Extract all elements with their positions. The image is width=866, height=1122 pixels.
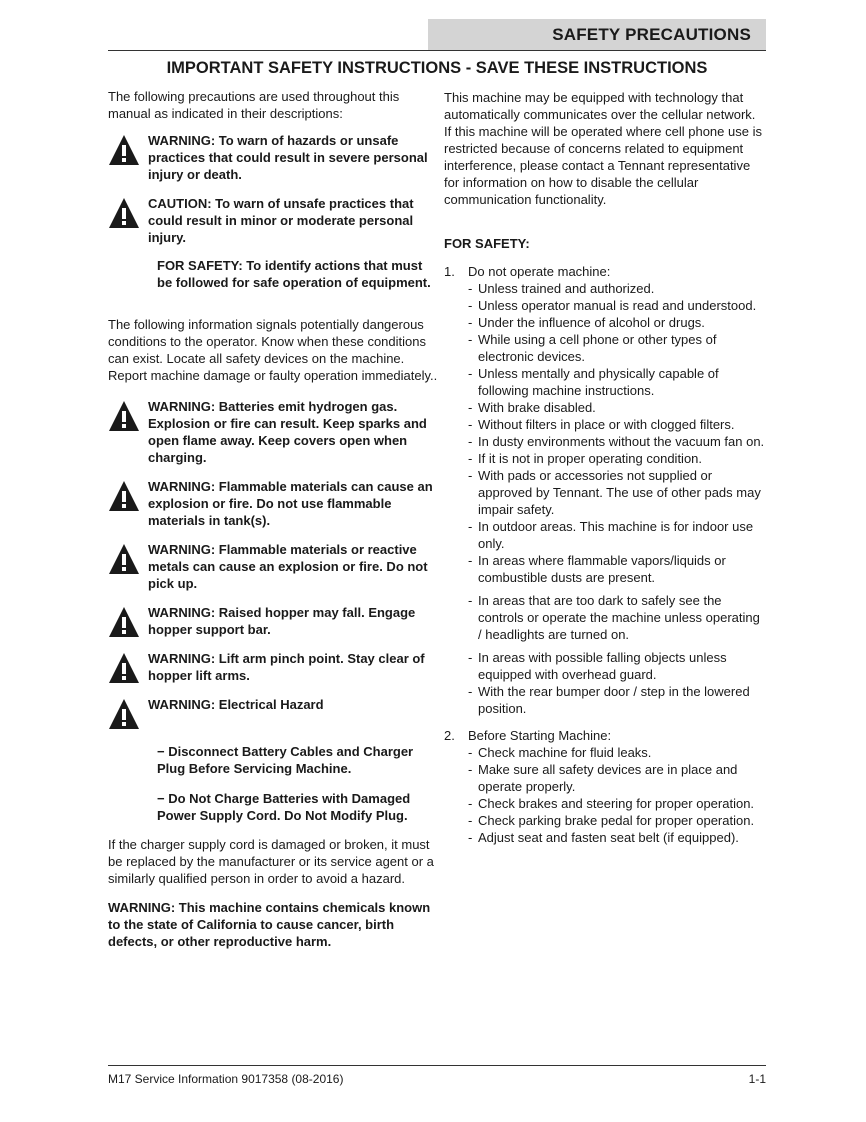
sub-list — [468, 280, 766, 717]
item-number: 1. — [444, 264, 455, 279]
caution-icon — [108, 197, 148, 229]
sub-item: - With the rear bumper door / step in the lowered position. — [468, 684, 750, 716]
warning-icon — [108, 480, 148, 512]
safety-list — [444, 263, 766, 846]
sub-item: - Under the influence of alcohol or drugs. — [468, 315, 705, 330]
warning-icon — [108, 606, 148, 638]
left-column — [108, 88, 438, 950]
electrical-cord: − Do Not Charge Batteries with Damaged Power Supply Cord. Do Not Modify Plug. — [157, 791, 411, 823]
cord-text: If the charger supply cord is damaged or broken, it must be replaced by the manufacturer or its service agent or a similarly qualified person in order to avoid a hazard. — [108, 837, 434, 886]
list-item — [444, 263, 766, 717]
footer-document-info: M17 Service Information 9017358 (08-2016) — [108, 1072, 344, 1086]
sub-item: - Check parking brake pedal for proper operation. — [468, 813, 755, 828]
warning-text: WARNING: Batteries emit hydrogen gas. Explosion or fire can result. Keep sparks and open flame away. Keep covers open when charging. — [148, 399, 427, 465]
sub-item: - Make sure all safety devices are in place and operate properly. — [468, 762, 738, 794]
sub-list — [468, 744, 766, 846]
intro-text: The following precautions are used throughout this manual as indicated in their descriptions: — [108, 89, 400, 121]
caution-definition — [108, 195, 438, 246]
warning-text: WARNING: Flammable materials can cause an explosion or fire. Do not use flammable materials in tank(s). — [148, 479, 433, 528]
sub-item: - Unless trained and authorized. — [468, 281, 655, 296]
warning-definition-text: WARNING: To warn of hazards or unsafe practices that could result in severe personal injury or death. — [148, 133, 428, 182]
header-divider — [108, 50, 766, 51]
sub-item: - In areas where flammable vapors/liquids or combustible dusts are present. — [468, 553, 726, 585]
warning-icon — [108, 543, 148, 575]
item-title: Do not operate machine: — [468, 264, 611, 279]
sub-item: - If it is not in proper operating condition. — [468, 451, 703, 466]
warning-hopper — [108, 604, 438, 638]
cellular-text: This machine may be equipped with technology that automatically communicates over the cellular network. If this machine will be operated where cell phone use is restricted because of concerns related to equipment interference, please contact a Tennant representative for information on how to disable the cellular communication functionality. — [444, 90, 762, 207]
warning-definition — [108, 132, 438, 183]
warning-icon — [108, 652, 148, 684]
sub-item: - In outdoor areas. This machine is for indoor use only. — [468, 519, 754, 551]
sub-item: - While using a cell phone or other types of electronic devices. — [468, 332, 717, 364]
warning-text: WARNING: Raised hopper may fall. Engage hopper support bar. — [148, 605, 416, 637]
sub-item: - Unless mentally and physically capable of following machine instructions. — [468, 366, 719, 398]
forsafety-definition: FOR SAFETY: To identify actions that must be followed for safe operation of equipment. — [157, 258, 431, 290]
warning-reactive — [108, 541, 438, 592]
right-column — [444, 89, 766, 846]
warning-flammable — [108, 478, 438, 529]
sub-item: - In dusty environments without the vacuum fan on. — [468, 434, 765, 449]
sub-item: - With pads or accessories not supplied or approved by Tennant. The use of other pads may impair safety. — [468, 468, 761, 517]
page-title: IMPORTANT SAFETY INSTRUCTIONS - SAVE THESE INSTRUCTIONS — [166, 59, 708, 77]
caution-definition-text: CAUTION: To warn of unsafe practices that could result in minor or moderate personal injury. — [148, 196, 414, 245]
signals-text: The following information signals potentially dangerous conditions to the operator. Know when these conditions can exist. Locate all safety devices on the machine. Report machine damage or faulty operation immediately.. — [108, 317, 438, 383]
sub-item: - Adjust seat and fasten seat belt (if equipped). — [468, 830, 739, 845]
sub-item: - Without filters in place or with clogged filters. — [468, 417, 735, 432]
warning-icon — [108, 400, 148, 432]
page-number: 1-1 — [748, 1072, 766, 1086]
sub-item: - With brake disabled. — [468, 400, 596, 415]
header-band — [428, 19, 766, 51]
warning-text: WARNING: Electrical Hazard — [148, 697, 324, 712]
for-safety-heading: FOR SAFETY: — [444, 236, 530, 251]
sub-item: - Check machine for fluid leaks. — [468, 745, 652, 760]
list-item — [444, 727, 766, 846]
item-number: 2. — [444, 728, 455, 743]
item-title: Before Starting Machine: — [468, 728, 612, 743]
section-title: SAFETY PRECAUTIONS — [552, 25, 751, 44]
footer-divider — [108, 1065, 766, 1066]
sub-item: - Unless operator manual is read and understood. — [468, 298, 757, 313]
warning-text: WARNING: Lift arm pinch point. Stay clear of hopper lift arms. — [148, 651, 425, 683]
warning-pinch — [108, 650, 438, 684]
electrical-disconnect: − Disconnect Battery Cables and Charger Plug Before Servicing Machine. — [157, 744, 414, 776]
warning-icon — [108, 134, 148, 166]
california-warning: WARNING: This machine contains chemicals known to the state of California to cause cancer, birth defects, or other reproductive harm. — [108, 900, 431, 949]
warning-text: WARNING: Flammable materials or reactive metals can cause an explosion or fire. Do not pick up. — [148, 542, 428, 591]
sub-item: - In areas that are too dark to safely see the controls or operate the machine unless operating / headlights are turned on. — [468, 593, 760, 642]
warning-batteries — [108, 398, 438, 466]
sub-item: - In areas with possible falling objects unless equipped with overhead guard. — [468, 650, 727, 682]
sub-item: - Check brakes and steering for proper operation. — [468, 796, 755, 811]
warning-electrical — [108, 696, 438, 730]
warning-icon — [108, 698, 148, 730]
